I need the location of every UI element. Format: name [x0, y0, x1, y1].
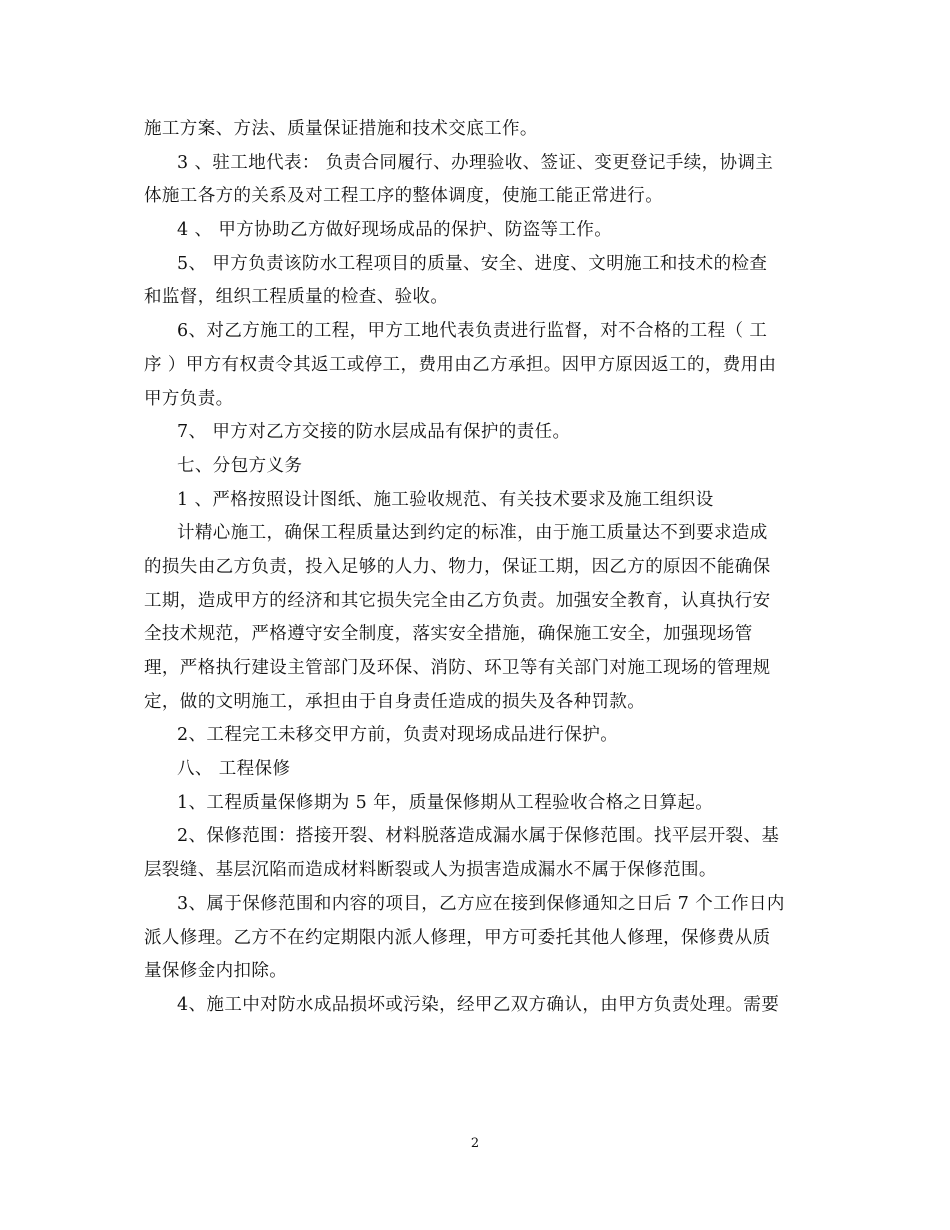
text-line: 全技术规范，严格遵守安全制度，落实安全措施，确保施工安全，加强现场管 [144, 624, 753, 645]
document-body [144, 113, 812, 1023]
text-line: 计精心施工，确保工程质量达到约定的标准，由于施工质量达不到要求造成 [177, 523, 768, 544]
text-line: 1、工程质量保修期为 5 年，质量保修期从工程验收合格之日算起。 [177, 792, 714, 813]
text-line: 体施工各方的关系及对工程工序的整体调度，使施工能正常进行。 [144, 186, 664, 207]
text-line: 定，做的文明施工，承担由于自身责任造成的损失及各种罚款。 [144, 691, 646, 712]
text-line: 甲方负责。 [144, 388, 234, 409]
text-line: 4、施工中对防水成品损坏或污染，经甲乙双方确认，由甲方负责处理。需要 [177, 994, 780, 1015]
text-line: 序 ）甲方有权责令其返工或停工，费用由乙方承担。因甲方原因返工的，费用由 [144, 354, 777, 375]
text-line: 派人修理。乙方不在约定期限内派人修理，甲方可委托其他人修理，保修费从质 [144, 927, 771, 948]
section-heading: 七、分包方义务 [177, 455, 303, 476]
text-line: 3 、驻工地代表： 负责合同履行、办理验收、签证、变更登记手续，协调主 [177, 152, 774, 173]
text-line: 4 、 甲方协助乙方做好现场成品的保护、防盗等工作。 [177, 220, 613, 241]
text-line: 量保修金内扣除。 [144, 961, 288, 982]
text-line: 层裂缝、基层沉陷而造成材料断裂或人为损害造成漏水不属于保修范围。 [144, 860, 717, 881]
text-line: 7、 甲方对乙方交接的防水层成品有保护的责任。 [177, 422, 571, 443]
text-line: 和监督，组织工程质量的检查、验收。 [144, 287, 449, 308]
text-line: 2、保修范围：搭接开裂、材料脱落造成漏水属于保修范围。找平层开裂、基 [177, 826, 780, 847]
page-number: 2 [470, 1136, 480, 1151]
text-line: 3、属于保修范围和内容的项目，乙方应在接到保修通知之日后 7 个工作日内 [177, 893, 785, 914]
text-line: 施工方案、方法、质量保证措施和技术交底工作。 [144, 119, 538, 139]
text-line: 1 、严格按照设计图纸、施工验收规范、有关技术要求及施工组织设 [177, 489, 714, 510]
text-line: 理，严格执行建设主管部门及环保、消防、环卫等有关部门对施工现场的管理规 [144, 658, 771, 678]
text-line: 2、工程完工未移交甲方前，负责对现场成品进行保护。 [177, 725, 619, 746]
text-line: 5、 甲方负责该防水工程项目的质量、安全、进度、文明施工和技术的检查 [177, 253, 768, 274]
text-line: 工期，造成甲方的经济和其它损失完全由乙方负责。加强安全教育，认真执行安 [144, 590, 771, 611]
text-line: 6、对乙方施工的工程，甲方工地代表负责进行监督，对不合格的工程（ 工 [177, 321, 768, 342]
section-heading: 八、 工程保修 [177, 759, 291, 780]
text-line: 的损失由乙方负责，投入足够的人力、物力，保证工期，因乙方的原因不能确保 [144, 556, 771, 577]
